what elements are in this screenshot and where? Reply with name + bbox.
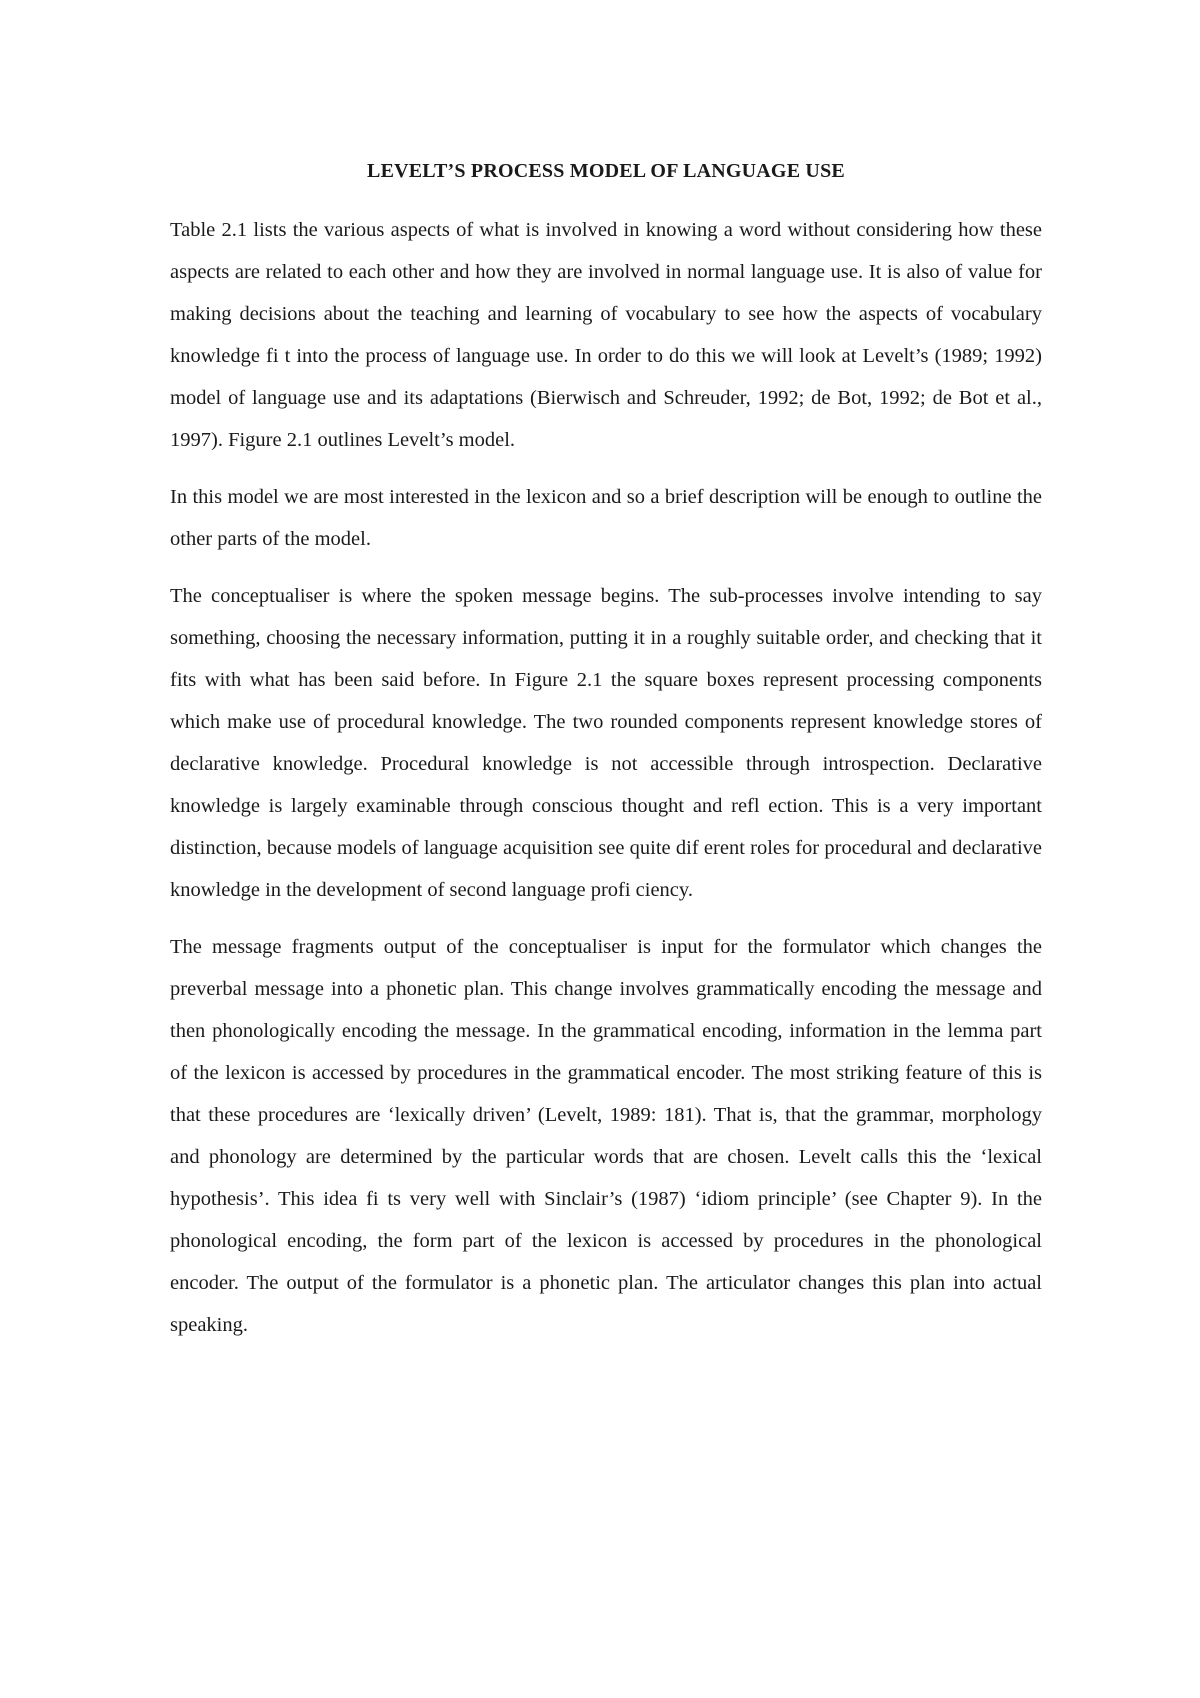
paragraph-conceptualiser: The conceptualiser is where the spoken message begins. The sub-processes involve intending to say something, choosing the necessary information, putting it in a roughly suitable order, and checking that it fits with what has been said before. In Figure 2.1 the square boxes represent processing components which make use of procedural knowledge. The two rounded components represent knowledge stores of declarative knowledge. Procedural knowledge is not accessible through introspection. Declarative knowledge is largely examinable through conscious thought and refl ection. This is a very important distinction, because models of language acquisition see quite dif erent roles for procedural and declarative knowledge in the development of second language profi ciency. — [170, 585, 1042, 901]
paragraph-lexicon: In this model we are most interested in the lexicon and so a brief description will be enough to outline the other parts of the model. — [170, 486, 1042, 550]
paragraph-formulator: The message fragments output of the conceptualiser is input for the formulator which changes the preverbal message into a phonetic plan. This change involves grammatically encoding the message and then phonologically encoding the message. In the grammatical encoding, information in the lemma part of the lexicon is accessed by procedures in the grammatical encoder. The most striking feature of this is that these procedures are ‘lexically driven’ (Levelt, 1989: 181). That is, that the grammar, morphology and phonology are determined by the particular words that are chosen. Levelt calls this the ‘lexical hypothesis’. This idea fi ts very well with Sinclair’s (1987) ‘idiom principle’ (see Chapter 9). In the phonological encoding, the form part of the lexicon is accessed by procedures in the phonological encoder. The output of the formulator is a phonetic plan. The articulator changes this plan into actual speaking. — [170, 936, 1042, 1336]
paragraph-intro: Table 2.1 lists the various aspects of what is involved in knowing a word without considering how these aspects are related to each other and how they are involved in normal language use. It is also of value for making decisions about the teaching and learning of vocabulary to see how the aspects of vocabulary knowledge fi t into the process of language use. In order to do this we will look at Levelt’s (1989; 1992) model of language use and its adaptations (Bierwisch and Schreuder, 1992; de Bot, 1992; de Bot et al., 1997). Figure 2.1 outlines Levelt’s model. — [170, 219, 1042, 451]
document-page — [170, 150, 1042, 1361]
page-title: LEVELT’S PROCESS MODEL OF LANGUAGE USE — [367, 160, 845, 182]
